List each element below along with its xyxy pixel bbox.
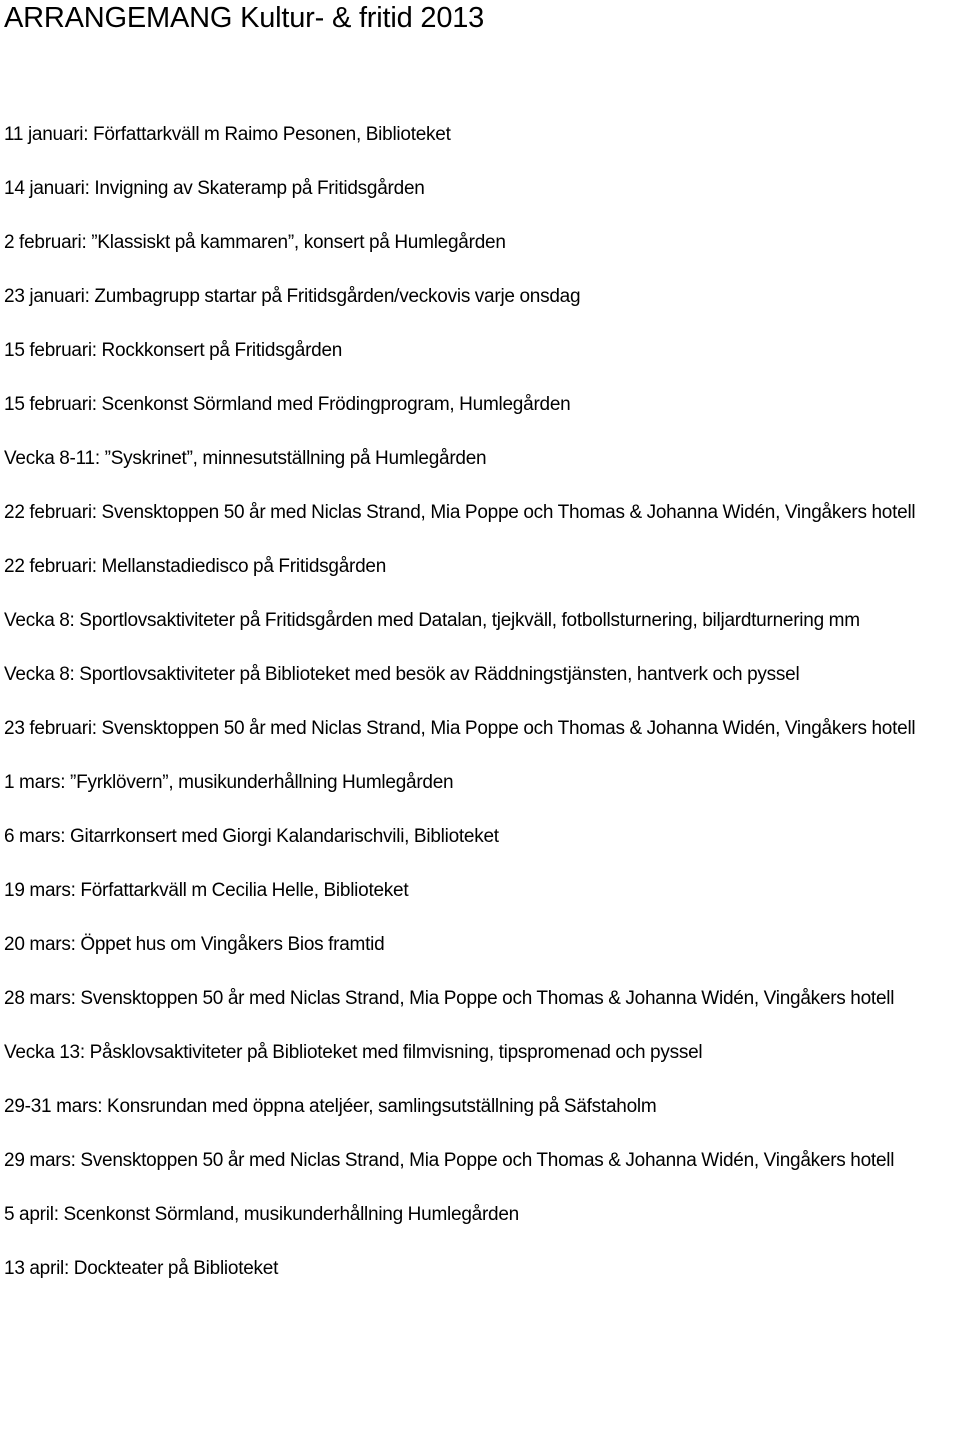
event-item: 1 mars: ”Fyrklövern”, musikunderhållning Humlegården — [4, 772, 454, 793]
event-item: 23 februari: Svensktoppen 50 år med Niclas Strand, Mia Poppe och Thomas & Johanna Widén, Vingåkers hotell — [4, 718, 916, 739]
event-item: 15 februari: Scenkonst Sörmland med Frödingprogram, Humlegården — [4, 394, 571, 415]
event-item: 15 februari: Rockkonsert på Fritidsgården — [4, 340, 343, 361]
event-item: Vecka 13: Påsklovsaktiviteter på Biblioteket med filmvisning, tipspromenad och pyssel — [4, 1042, 703, 1063]
event-item: 5 april: Scenkonst Sörmland, musikunderhållning Humlegården — [4, 1204, 519, 1225]
document — [4, 0, 956, 1279]
event-item: 13 april: Dockteater på Biblioteket — [4, 1258, 279, 1279]
event-item: Vecka 8: Sportlovsaktiviteter på Biblioteket med besök av Räddningstjänsten, hantverk och pyssel — [4, 664, 800, 685]
event-item: 22 februari: Svensktoppen 50 år med Niclas Strand, Mia Poppe och Thomas & Johanna Widén, Vingåkers hotell — [4, 502, 916, 523]
document-title: ARRANGEMANG Kultur- & fritid 2013 — [4, 2, 485, 34]
event-item: 6 mars: Gitarrkonsert med Giorgi Kalandarischvili, Biblioteket — [4, 826, 499, 847]
event-item: 29-31 mars: Konsrundan med öppna ateljéer, samlingsutställning på Säfstaholm — [4, 1096, 657, 1117]
event-item: Vecka 8: Sportlovsaktiviteter på Fritidsgården med Datalan, tjejkväll, fotbollsturnering, biljardturnering mm — [4, 610, 860, 631]
event-item: 22 februari: Mellanstadiedisco på Fritidsgården — [4, 556, 387, 577]
event-item: 19 mars: Författarkväll m Cecilia Helle, Biblioteket — [4, 880, 409, 901]
event-item: 20 mars: Öppet hus om Vingåkers Bios framtid — [4, 934, 385, 955]
event-item: 29 mars: Svensktoppen 50 år med Niclas Strand, Mia Poppe och Thomas & Johanna Widén, Vingåkers hotell — [4, 1150, 895, 1171]
event-item: 11 januari: Författarkväll m Raimo Pesonen, Biblioteket — [4, 124, 451, 145]
event-item: 28 mars: Svensktoppen 50 år med Niclas Strand, Mia Poppe och Thomas & Johanna Widén, Vingåkers hotell — [4, 988, 895, 1009]
event-item: 14 januari: Invigning av Skateramp på Fritidsgården — [4, 178, 425, 199]
event-item: Vecka 8-11: ”Syskrinet”, minnesutställning på Humlegården — [4, 448, 487, 469]
event-list — [4, 118, 956, 1306]
event-item: 23 januari: Zumbagrupp startar på Fritidsgården/veckovis varje onsdag — [4, 286, 581, 307]
event-item: 2 februari: ”Klassiskt på kammaren”, konsert på Humlegården — [4, 232, 506, 253]
